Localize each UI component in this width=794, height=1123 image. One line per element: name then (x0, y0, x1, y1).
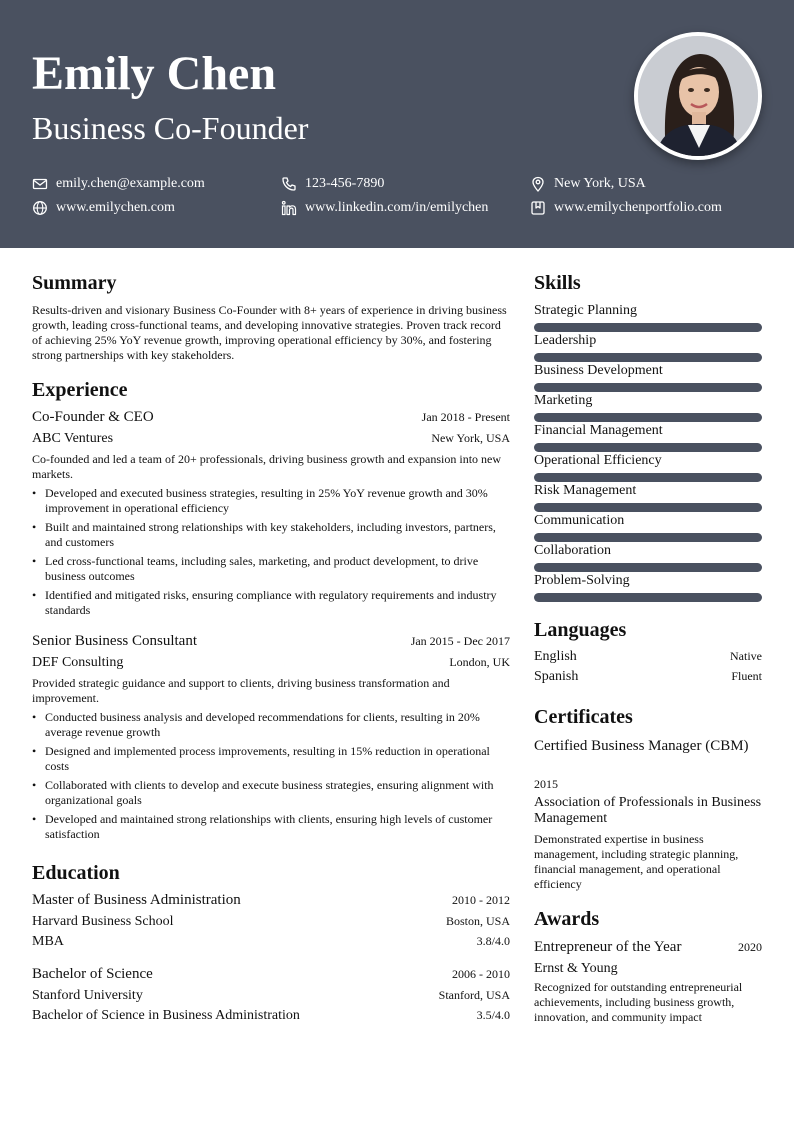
education-1-location: Boston, USA (445, 914, 510, 928)
award-year: 2020 (738, 940, 762, 954)
education-heading: Education (32, 862, 120, 884)
language-name: Spanish (534, 669, 579, 684)
job-2-subheader (32, 655, 510, 671)
education-1-field: MBA (32, 934, 64, 949)
job-2-role: Senior Business Consultant (32, 633, 198, 649)
languages-heading: Languages (534, 619, 627, 641)
job-2-bullet: • Designed and implemented process improvements, resulting in 15% reduction in operational costs (32, 744, 510, 774)
location-pin-icon (530, 176, 546, 192)
summary-heading: Summary (32, 272, 117, 294)
skills-heading: Skills (534, 272, 581, 294)
language-row (534, 669, 762, 685)
job-1-role: Co-Founder & CEO (32, 409, 154, 425)
contact-email-text: emily.chen@example.com (56, 176, 205, 191)
job-1-company: ABC Ventures (32, 431, 114, 446)
bookmark-icon (530, 200, 546, 216)
skill-label: Business Development (534, 363, 663, 378)
job-1-bullet: • Identified and mitigated risks, ensuring compliance with regulatory requirements and industry standards (32, 588, 510, 618)
education-2-gpa: 3.5/4.0 (476, 1008, 510, 1022)
education-1-gpa: 3.8/4.0 (476, 934, 510, 948)
contact-portfolio[interactable] (530, 199, 722, 217)
awards-heading: Awards (534, 908, 600, 930)
education-2-degree: Bachelor of Science (32, 966, 153, 982)
job-2-bullet: • Collaborated with clients to develop and execute business strategies, ensuring alignment with organizational goals (32, 778, 510, 808)
education-2-header (32, 966, 510, 983)
skill-bar (534, 443, 762, 452)
contact-phone[interactable] (281, 175, 384, 193)
certificates-heading: Certificates (534, 706, 633, 728)
skill-bar (534, 323, 762, 332)
language-row (534, 649, 762, 665)
job-2-description: Provided strategic guidance and support to clients, driving business transformation and improvement. (32, 676, 450, 705)
candidate-name: Emily Chen (32, 47, 277, 100)
job-1-dates: Jan 2018 - Present (421, 410, 510, 424)
skill-bar (534, 473, 762, 482)
education-1-degree: Master of Business Administration (32, 892, 241, 908)
skill-label: Leadership (534, 333, 597, 348)
education-2-school: Stanford University (32, 988, 143, 1003)
job-1-description: Co-founded and led a team of 20+ professionals, driving business growth and expansion into new markets. (32, 452, 502, 481)
skill-label: Operational Efficiency (534, 453, 662, 468)
education-1-school-row (32, 914, 510, 930)
contact-website[interactable] (32, 199, 175, 217)
skill-label: Marketing (534, 393, 593, 408)
education-2-school-row (32, 988, 510, 1004)
job-1-bullet: • Built and maintained strong relationships with key stakeholders, including investors, partners, and customers (32, 520, 510, 550)
skill-bar (534, 593, 762, 602)
contact-location (530, 175, 646, 193)
language-level: Native (730, 649, 762, 663)
education-1-header (32, 892, 510, 909)
award-header (534, 939, 762, 956)
certificate-description: Demonstrated expertise in business management, including strategic planning, financial management, and operational efficiency (534, 832, 739, 891)
phone-icon (281, 176, 297, 192)
skill-bar (534, 533, 762, 542)
skill-label: Problem-Solving (534, 573, 630, 588)
skill-bar (534, 413, 762, 422)
linkedin-icon (281, 200, 297, 216)
candidate-title: Business Co-Founder (32, 110, 309, 146)
contact-email[interactable] (32, 175, 205, 193)
skill-label: Collaboration (534, 543, 611, 558)
skill-bar (534, 353, 762, 362)
globe-icon (32, 200, 48, 216)
certificate-year: 2015 (534, 777, 558, 791)
mail-icon (32, 176, 48, 192)
language-name: English (534, 649, 577, 664)
skill-bar (534, 563, 762, 572)
education-1-dates: 2010 - 2012 (452, 893, 510, 907)
education-1-field-row (32, 934, 510, 950)
certificate-name: Certified Business Manager (CBM) (534, 738, 749, 754)
skill-bar (534, 503, 762, 512)
skill-label: Risk Management (534, 483, 637, 498)
contact-location-text: New York, USA (554, 176, 646, 191)
education-1-school: Harvard Business School (32, 914, 174, 929)
contact-website-text: www.emilychen.com (56, 200, 175, 215)
job-2-company: DEF Consulting (32, 655, 124, 670)
contact-phone-text: 123-456-7890 (305, 176, 385, 191)
summary-text: Results-driven and visionary Business Co-Founder with 8+ years of experience in driving business growth, leading cross-functional teams, and developing innovative strategies. Proven track record of achieving 25% YoY revenue growth, improving operational efficiency by 30%, and fostering strong partnerships with key stakeholders. (32, 303, 507, 362)
job-2-dates: Jan 2015 - Dec 2017 (410, 634, 510, 648)
job-2-bullet: • Conducted business analysis and developed recommendations for clients, resulting in 20% average revenue growth (32, 710, 510, 740)
job-2-location: London, UK (449, 655, 510, 669)
language-level: Fluent (731, 669, 762, 683)
education-2-location: Stanford, USA (438, 988, 510, 1002)
education-2-field: Bachelor of Science in Business Administration (32, 1008, 300, 1023)
skill-bar (534, 383, 762, 392)
certificate-issuer: Association of Professionals in Business Management (534, 795, 762, 826)
experience-heading: Experience (32, 379, 128, 401)
header-banner (0, 0, 794, 248)
education-2-field-row (32, 1008, 510, 1024)
contact-linkedin-text: www.linkedin.com/in/emilychen (305, 200, 489, 215)
job-1-header (32, 409, 510, 426)
skill-label: Strategic Planning (534, 303, 638, 318)
job-1-bullet: • Led cross-functional teams, including sales, marketing, and product development, to drive business outcomes (32, 554, 510, 584)
contact-linkedin[interactable] (281, 199, 488, 217)
profile-photo (634, 32, 762, 160)
contact-portfolio-text: www.emilychenportfolio.com (554, 200, 722, 215)
education-2-dates: 2006 - 2010 (452, 967, 510, 981)
job-1-location: New York, USA (431, 431, 510, 445)
job-1-bullet: • Developed and executed business strategies, resulting in 25% YoY revenue growth and 30% improvement in operational efficiency (32, 486, 510, 516)
job-2-header (32, 633, 510, 650)
skill-label: Communication (534, 513, 625, 528)
award-issuer: Ernst & Young (534, 961, 618, 976)
skill-label: Financial Management (534, 423, 663, 438)
award-description: Recognized for outstanding entrepreneurial achievements, including business growth, innovation, and community impact (534, 980, 743, 1024)
profile-photo-image (638, 36, 758, 156)
job-1-subheader (32, 431, 510, 447)
job-2-bullet: • Developed and maintained strong relationships with clients, ensuring high levels of customer satisfaction (32, 812, 510, 842)
award-name: Entrepreneur of the Year (534, 939, 682, 955)
